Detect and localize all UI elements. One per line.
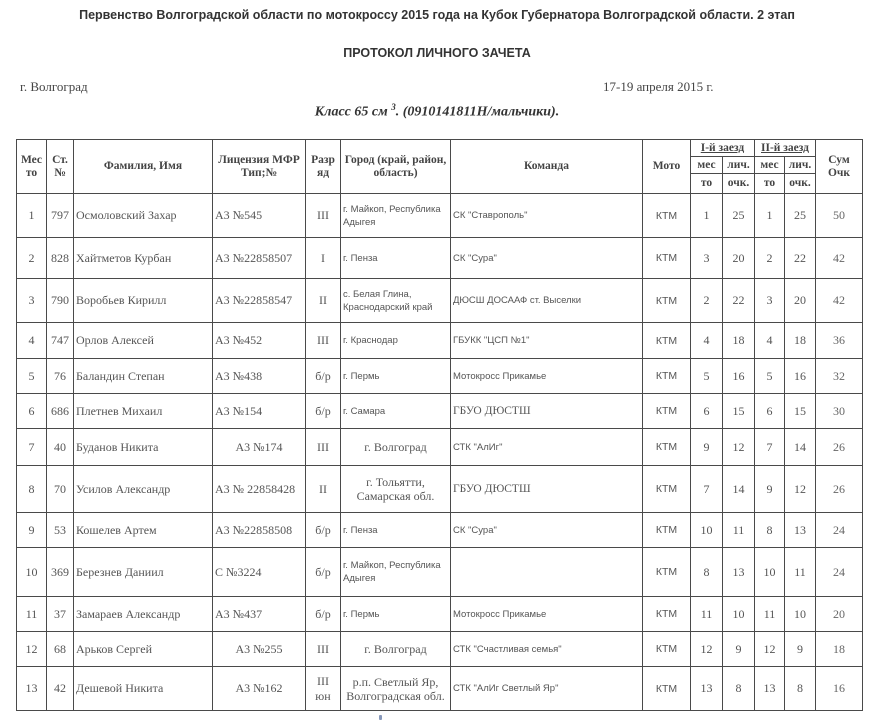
run1-place-cell: 4	[691, 323, 723, 359]
rank-cell: I	[306, 238, 341, 279]
header-run2-place-top: мес	[755, 157, 785, 174]
sum-cell: 36	[816, 323, 863, 359]
header-run1-points-bottom: очк.	[723, 174, 755, 194]
run2-points-cell: 9	[785, 632, 816, 667]
name-cell: Арьков Сергей	[74, 632, 213, 667]
header-run2-points-bottom: очк.	[785, 174, 816, 194]
sum-cell: 26	[816, 466, 863, 513]
event-date: 17-19 апреля 2015 г.	[603, 79, 714, 94]
header-place: Мес то	[17, 140, 47, 194]
run2-points-cell: 13	[785, 513, 816, 548]
sum-cell: 42	[816, 238, 863, 279]
license-cell: А3 № 22858428	[213, 466, 306, 513]
team-cell: СТК "АлИг Светлый Яр"	[451, 667, 643, 711]
city-cell: г. Пермь	[341, 597, 451, 632]
run2-place-cell: 1	[755, 194, 785, 238]
run1-points-cell: 25	[723, 194, 755, 238]
start-no-cell: 76	[47, 359, 74, 394]
rank-cell: III	[306, 323, 341, 359]
name-cell: Плетнев Михаил	[74, 394, 213, 429]
moto-cell: КТМ	[643, 238, 691, 279]
rank-cell: б/р	[306, 513, 341, 548]
start-no-cell: 797	[47, 194, 74, 238]
rank-cell: б/р	[306, 394, 341, 429]
document-title: Первенство Волгоградской области по мотокроссу 2015 года на Кубок Губернатора Волгоградской области. 2 этап	[79, 8, 795, 22]
header-run2-points-top: лич.	[785, 157, 816, 174]
run1-points-cell: 22	[723, 279, 755, 323]
license-cell: А3 №22858508	[213, 513, 306, 548]
place-cell: 1	[17, 194, 47, 238]
table-row	[17, 597, 863, 632]
moto-cell: КТМ	[643, 513, 691, 548]
header-run2	[755, 140, 816, 157]
start-no-cell: 369	[47, 548, 74, 597]
header-run1-place-bottom: то	[691, 174, 723, 194]
run1-place-cell: 8	[691, 548, 723, 597]
rank-cell: б/р	[306, 597, 341, 632]
start-no-cell: 42	[47, 667, 74, 711]
run1-place-cell: 13	[691, 667, 723, 711]
name-cell: Дешевой Никита	[74, 667, 213, 711]
results-table	[16, 139, 863, 711]
place-cell: 4	[17, 323, 47, 359]
city-cell: г. Волгоград	[341, 429, 451, 466]
name-cell: Баландин Степан	[74, 359, 213, 394]
header-run1-points-top: лич.	[723, 157, 755, 174]
header-moto: Мото	[643, 140, 691, 194]
run2-points-cell: 14	[785, 429, 816, 466]
moto-cell: КТМ	[643, 394, 691, 429]
run1-place-cell: 3	[691, 238, 723, 279]
sum-cell: 24	[816, 513, 863, 548]
moto-cell: КТМ	[643, 466, 691, 513]
license-cell: А3 №545	[213, 194, 306, 238]
run2-place-cell: 13	[755, 667, 785, 711]
run1-place-cell: 2	[691, 279, 723, 323]
table-row	[17, 548, 863, 597]
license-cell: А3 №174	[213, 429, 306, 466]
moto-cell: КТМ	[643, 194, 691, 238]
class-prefix: Класс 65 см	[314, 104, 388, 120]
run2-place-cell: 10	[755, 548, 785, 597]
start-no-cell: 747	[47, 323, 74, 359]
run1-points-cell: 12	[723, 429, 755, 466]
moto-cell: КТМ	[643, 597, 691, 632]
license-cell: А3 №22858507	[213, 238, 306, 279]
place-cell: 7	[17, 429, 47, 466]
rank-cell: б/р	[306, 548, 341, 597]
place-cell: 3	[17, 279, 47, 323]
license-cell: А3 №154	[213, 394, 306, 429]
sum-cell: 16	[816, 667, 863, 711]
header-rank: Разр яд	[306, 140, 341, 194]
start-no-cell: 828	[47, 238, 74, 279]
table-row	[17, 394, 863, 429]
run2-points-cell: 18	[785, 323, 816, 359]
moto-cell: КТМ	[643, 359, 691, 394]
run1-place-cell: 9	[691, 429, 723, 466]
license-cell: А3 №162	[213, 667, 306, 711]
table-header	[17, 140, 863, 194]
place-cell: 9	[17, 513, 47, 548]
moto-cell: КТМ	[643, 279, 691, 323]
name-cell: Воробьев Кирилл	[74, 279, 213, 323]
run2-points-cell: 15	[785, 394, 816, 429]
run2-points-cell: 8	[785, 667, 816, 711]
run2-points-cell: 22	[785, 238, 816, 279]
class-sup: 3	[391, 102, 396, 112]
start-no-cell: 68	[47, 632, 74, 667]
sum-cell: 50	[816, 194, 863, 238]
run1-place-cell: 1	[691, 194, 723, 238]
place-cell: 13	[17, 667, 47, 711]
place-cell: 12	[17, 632, 47, 667]
class-heading	[0, 102, 874, 121]
team-cell	[451, 548, 643, 597]
city-cell: г. Самара	[341, 394, 451, 429]
city-cell: г. Тольятти, Самарская обл.	[341, 466, 451, 513]
license-cell: А3 №437	[213, 597, 306, 632]
city-cell: г. Пенза	[341, 513, 451, 548]
run2-place-cell: 9	[755, 466, 785, 513]
run1-points-cell: 9	[723, 632, 755, 667]
sum-cell: 24	[816, 548, 863, 597]
start-no-cell: 70	[47, 466, 74, 513]
class-suffix: . (0910141811Н/мальчики).	[395, 104, 560, 120]
run1-place-cell: 12	[691, 632, 723, 667]
table-row	[17, 238, 863, 279]
run2-points-cell: 12	[785, 466, 816, 513]
table-row	[17, 667, 863, 711]
rank-cell: II	[306, 466, 341, 513]
run2-place-cell: 4	[755, 323, 785, 359]
license-cell: А3 №438	[213, 359, 306, 394]
team-cell: СК "Сура"	[451, 238, 643, 279]
run1-points-cell: 10	[723, 597, 755, 632]
table-row	[17, 194, 863, 238]
start-no-cell: 686	[47, 394, 74, 429]
city-cell: г. Краснодар	[341, 323, 451, 359]
name-cell: Усилов Александр	[74, 466, 213, 513]
run2-label: II-й заезд	[761, 141, 809, 154]
city-cell: р.п. Светлый Яр, Волгоградская обл.	[341, 667, 451, 711]
team-cell: ГБУО ДЮСТШ	[451, 466, 643, 513]
license-cell: С №3224	[213, 548, 306, 597]
run2-points-cell: 11	[785, 548, 816, 597]
license-cell: А3 №22858547	[213, 279, 306, 323]
table-row	[17, 632, 863, 667]
moto-cell: КТМ	[643, 323, 691, 359]
rank-cell: б/р	[306, 359, 341, 394]
place-cell: 2	[17, 238, 47, 279]
run2-place-cell: 11	[755, 597, 785, 632]
header-run1	[691, 140, 755, 157]
place-cell: 10	[17, 548, 47, 597]
run1-points-cell: 20	[723, 238, 755, 279]
license-cell: А3 №452	[213, 323, 306, 359]
run1-points-cell: 11	[723, 513, 755, 548]
name-cell: Замараев Александр	[74, 597, 213, 632]
protocol-subtitle: ПРОТОКОЛ ЛИЧНОГО ЗАЧЕТА	[343, 46, 531, 60]
name-cell: Осмоловский Захар	[74, 194, 213, 238]
run2-points-cell: 10	[785, 597, 816, 632]
team-cell: СТК "Счастливая семья"	[451, 632, 643, 667]
name-cell: Хайтметов Курбан	[74, 238, 213, 279]
start-no-cell: 53	[47, 513, 74, 548]
moto-cell: КТМ	[643, 632, 691, 667]
header-city: Город (край, район, область)	[341, 140, 451, 194]
table-row	[17, 466, 863, 513]
license-cell: А3 №255	[213, 632, 306, 667]
run1-points-cell: 15	[723, 394, 755, 429]
place-cell: 6	[17, 394, 47, 429]
start-no-cell: 37	[47, 597, 74, 632]
run1-place-cell: 5	[691, 359, 723, 394]
moto-cell: КТМ	[643, 429, 691, 466]
run2-place-cell: 7	[755, 429, 785, 466]
run2-place-cell: 5	[755, 359, 785, 394]
city-cell: г. Волгоград	[341, 632, 451, 667]
rank-cell: II	[306, 279, 341, 323]
rank-cell: III	[306, 194, 341, 238]
place-cell: 11	[17, 597, 47, 632]
city-cell: с. Белая Глина, Краснодарский край	[341, 279, 451, 323]
moto-cell: КТМ	[643, 548, 691, 597]
sum-cell: 32	[816, 359, 863, 394]
city-cell: г. Пенза	[341, 238, 451, 279]
sum-cell: 20	[816, 597, 863, 632]
city-cell: г. Майкоп, Республика Адыгея	[341, 548, 451, 597]
sum-cell: 42	[816, 279, 863, 323]
table-row	[17, 359, 863, 394]
moto-cell: КТМ	[643, 667, 691, 711]
run1-label: I-й заезд	[700, 141, 745, 154]
team-cell: ДЮСШ ДОСААФ ст. Выселки	[451, 279, 643, 323]
name-cell: Орлов Алексей	[74, 323, 213, 359]
name-cell: Березнев Даниил	[74, 548, 213, 597]
sum-cell: 26	[816, 429, 863, 466]
header-sum: Сум Очк	[816, 140, 863, 194]
team-cell: СК "Ставрополь"	[451, 194, 643, 238]
team-cell: СК "Сура"	[451, 513, 643, 548]
run1-place-cell: 6	[691, 394, 723, 429]
header-name: Фамилия, Имя	[74, 140, 213, 194]
header-run1-place-top: мес	[691, 157, 723, 174]
run1-points-cell: 16	[723, 359, 755, 394]
table-row	[17, 279, 863, 323]
sum-cell: 18	[816, 632, 863, 667]
run1-points-cell: 18	[723, 323, 755, 359]
run1-place-cell: 11	[691, 597, 723, 632]
place-cell: 8	[17, 466, 47, 513]
table-row	[17, 323, 863, 359]
team-cell: Мотокросс Прикамье	[451, 359, 643, 394]
name-cell: Буданов Никита	[74, 429, 213, 466]
run1-points-cell: 14	[723, 466, 755, 513]
run2-place-cell: 3	[755, 279, 785, 323]
team-cell: ГБУКК "ЦСП №1"	[451, 323, 643, 359]
table-row	[17, 513, 863, 548]
event-city: г. Волгоград	[20, 79, 88, 94]
city-cell: г. Майкоп, Республика Адыгея	[341, 194, 451, 238]
place-cell: 5	[17, 359, 47, 394]
run2-place-cell: 2	[755, 238, 785, 279]
run1-points-cell: 13	[723, 548, 755, 597]
run1-place-cell: 10	[691, 513, 723, 548]
run2-points-cell: 25	[785, 194, 816, 238]
rank-cell: III юн	[306, 667, 341, 711]
run2-place-cell: 6	[755, 394, 785, 429]
start-no-cell: 40	[47, 429, 74, 466]
run2-place-cell: 12	[755, 632, 785, 667]
run2-points-cell: 20	[785, 279, 816, 323]
team-cell: Мотокросс Прикамье	[451, 597, 643, 632]
run1-points-cell: 8	[723, 667, 755, 711]
ink-mark	[379, 715, 382, 720]
rank-cell: III	[306, 632, 341, 667]
team-cell: ГБУО ДЮСТШ	[451, 394, 643, 429]
table-row	[17, 429, 863, 466]
rank-cell: III	[306, 429, 341, 466]
header-license: Лицензия МФР Тип;№	[213, 140, 306, 194]
start-no-cell: 790	[47, 279, 74, 323]
header-run2-place-bottom: то	[755, 174, 785, 194]
sum-cell: 30	[816, 394, 863, 429]
name-cell: Кошелев Артем	[74, 513, 213, 548]
team-cell: СТК "АлИг"	[451, 429, 643, 466]
header-team: Команда	[451, 140, 643, 194]
header-start-no: Ст. №	[47, 140, 74, 194]
table-body	[17, 194, 863, 711]
run2-points-cell: 16	[785, 359, 816, 394]
run2-place-cell: 8	[755, 513, 785, 548]
run1-place-cell: 7	[691, 466, 723, 513]
city-cell: г. Пермь	[341, 359, 451, 394]
